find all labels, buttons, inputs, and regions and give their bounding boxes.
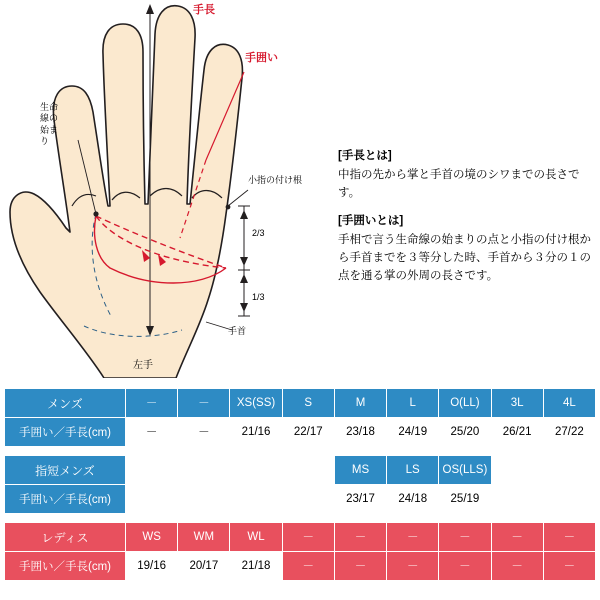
mens-value: 24/19 bbox=[387, 418, 439, 447]
table-row bbox=[5, 418, 596, 447]
yubimijika-header-cell bbox=[178, 456, 230, 485]
label-koyubi-tsukene: 小指の付け根 bbox=[248, 175, 303, 185]
yubimijika-header-cell bbox=[126, 456, 178, 485]
ladies-header-title: レディス bbox=[5, 523, 126, 552]
hand-illustration bbox=[0, 0, 340, 378]
explain-heading-te-naga: [手長とは] bbox=[338, 150, 392, 162]
mens-header-cell: － bbox=[178, 389, 230, 418]
mens-value: 22/17 bbox=[282, 418, 334, 447]
yubimijika-value bbox=[178, 485, 230, 514]
mens-header-cell: 4L bbox=[543, 389, 595, 418]
yubimijika-header-cell: OS(LLS) bbox=[439, 456, 491, 485]
mens-header-cell: 3L bbox=[491, 389, 543, 418]
mens-value: － bbox=[178, 418, 230, 447]
explain-heading-te-kakoi: [手囲いとは] bbox=[338, 215, 404, 228]
ladies-value: － bbox=[439, 552, 491, 581]
yubimijika-value bbox=[126, 485, 178, 514]
mens-header-cell: S bbox=[282, 389, 334, 418]
mens-value: 23/18 bbox=[334, 418, 386, 447]
label-te-kakoi: 手囲い bbox=[245, 52, 278, 64]
explanation-text bbox=[338, 148, 596, 297]
yubimijika-value: 23/17 bbox=[334, 485, 386, 514]
table-spacer bbox=[4, 447, 596, 455]
mens-header-cell: O(LL) bbox=[439, 389, 491, 418]
ladies-header-cell: － bbox=[491, 523, 543, 552]
ladies-header-cell: － bbox=[387, 523, 439, 552]
yubimijika-header-title: 指短メンズ bbox=[5, 456, 126, 485]
yubimijika-header-cell: MS bbox=[334, 456, 386, 485]
yubimijika-header-cell bbox=[282, 456, 334, 485]
mens-header-cell: － bbox=[126, 389, 178, 418]
yubimijika-header-cell bbox=[491, 456, 543, 485]
label-tekubi: 手首 bbox=[228, 326, 247, 336]
mens-value: 25/20 bbox=[439, 418, 491, 447]
ladies-value: － bbox=[543, 552, 595, 581]
yubimijika-value: 25/19 bbox=[439, 485, 491, 514]
explain-body-te-kakoi: 手相で言う生命線の始まりの点と小指の付け根から手首までを３等分した時、手首から３分の１の点を通る掌の外周の長さです。 bbox=[338, 234, 591, 282]
label-te-naga: 手長 bbox=[193, 4, 215, 16]
yubimijika-value bbox=[491, 485, 543, 514]
table-spacer bbox=[4, 514, 596, 522]
ladies-header-cell: － bbox=[282, 523, 334, 552]
mens-value: 21/16 bbox=[230, 418, 282, 447]
ladies-value: 21/18 bbox=[230, 552, 282, 581]
ladies-header-cell: － bbox=[543, 523, 595, 552]
table-mens bbox=[4, 388, 596, 447]
explain-body-te-naga: 中指の先から掌と手首の境のシワまでの長さです。 bbox=[338, 168, 580, 199]
yubimijika-value bbox=[282, 485, 334, 514]
ladies-value: － bbox=[334, 552, 386, 581]
mens-row-label: 手囲い／手長(cm) bbox=[5, 418, 126, 447]
mens-value: 27/22 bbox=[543, 418, 595, 447]
ladies-header-cell: － bbox=[439, 523, 491, 552]
label-hidarite: 左手 bbox=[133, 360, 153, 371]
yubimijika-value bbox=[543, 485, 595, 514]
label-two-thirds: 2/3 bbox=[252, 228, 265, 238]
table-row bbox=[5, 456, 596, 485]
ladies-value: － bbox=[282, 552, 334, 581]
yubimijika-value: 24/18 bbox=[387, 485, 439, 514]
mens-header-title: メンズ bbox=[5, 389, 126, 418]
ladies-row-label: 手囲い／手長(cm) bbox=[5, 552, 126, 581]
mens-header-cell: XS(SS) bbox=[230, 389, 282, 418]
table-yubimijika-mens bbox=[4, 455, 596, 514]
yubimijika-value bbox=[230, 485, 282, 514]
table-row bbox=[5, 389, 596, 418]
mens-header-cell: L bbox=[387, 389, 439, 418]
yubimijika-header-cell: LS bbox=[387, 456, 439, 485]
ladies-header-cell: WS bbox=[126, 523, 178, 552]
table-row bbox=[5, 485, 596, 514]
yubimijika-header-cell bbox=[543, 456, 595, 485]
mens-value: 26/21 bbox=[491, 418, 543, 447]
mens-value: － bbox=[126, 418, 178, 447]
ladies-header-cell: － bbox=[334, 523, 386, 552]
table-row bbox=[5, 523, 596, 552]
size-tables bbox=[4, 388, 596, 581]
yubimijika-row-label: 手囲い／手長(cm) bbox=[5, 485, 126, 514]
mens-header-cell: M bbox=[334, 389, 386, 418]
ladies-header-cell: WM bbox=[178, 523, 230, 552]
ladies-header-cell: WL bbox=[230, 523, 282, 552]
ladies-value: 19/16 bbox=[126, 552, 178, 581]
ladies-value: － bbox=[491, 552, 543, 581]
label-one-third: 1/3 bbox=[252, 292, 265, 302]
ladies-value: － bbox=[387, 552, 439, 581]
table-row bbox=[5, 552, 596, 581]
table-ladies bbox=[4, 522, 596, 581]
label-seimeisen: 生命線の始まり bbox=[40, 102, 59, 146]
ladies-value: 20/17 bbox=[178, 552, 230, 581]
yubimijika-header-cell bbox=[230, 456, 282, 485]
